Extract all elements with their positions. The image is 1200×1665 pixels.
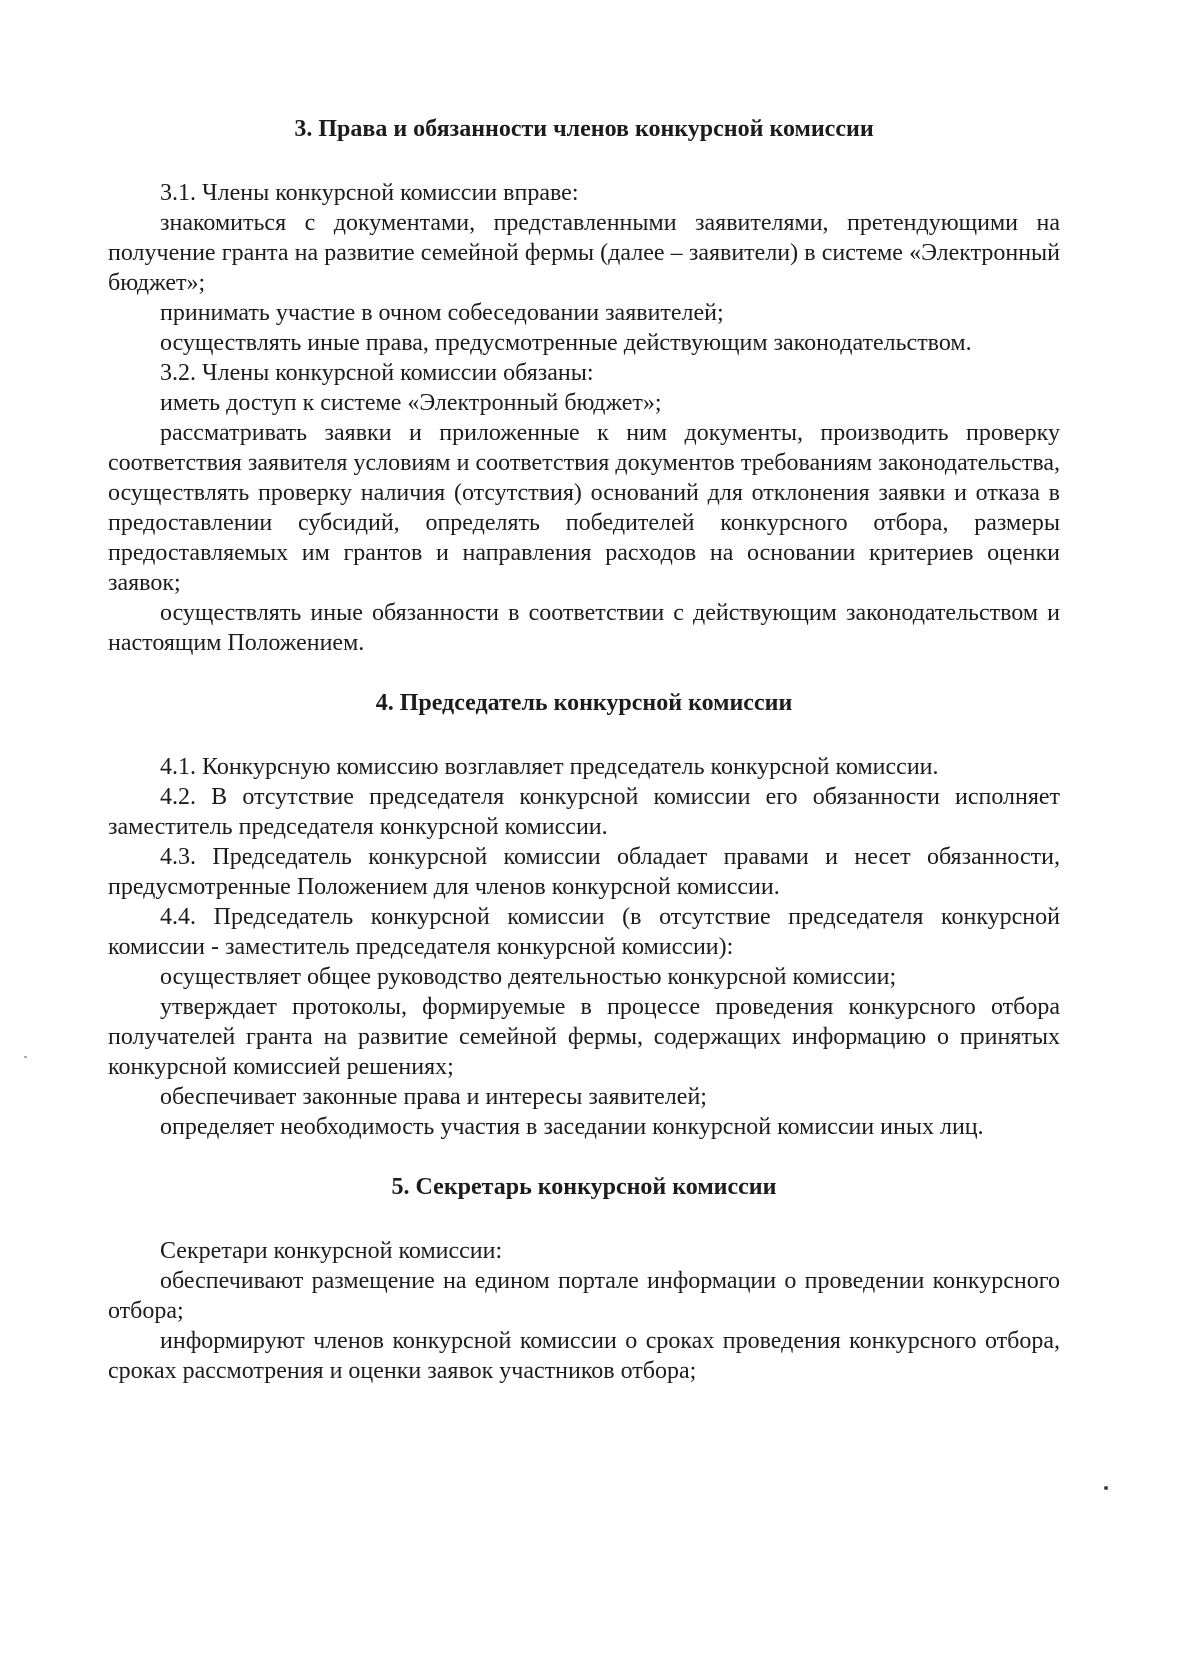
- section-4-paragraph: 4.1. Конкурсную комиссию возглавляет председатель конкурсной комиссии.: [160, 754, 939, 780]
- section-5-paragraph: информируют членов конкурсной комиссии о сроках проведения конкурсного отбора, сроках рассмотрения и оценки заявок участников отбора;: [108, 1328, 1060, 1384]
- section-5-paragraph: Секретари конкурсной комиссии:: [160, 1238, 503, 1264]
- section-5-paragraph: обеспечивают размещение на едином портале информации о проведении конкурсного отбора;: [108, 1268, 1060, 1324]
- section-4-heading: 4. Председатель конкурсной комиссии: [375, 690, 793, 716]
- section-4-paragraph: обеспечивает законные права и интересы заявителей;: [160, 1084, 707, 1110]
- section-3-paragraph: осуществлять иные права, предусмотренные действующим законодательством.: [160, 330, 972, 356]
- section-4-paragraph: осуществляет общее руководство деятельностью конкурсной комиссии;: [160, 964, 897, 990]
- section-4-paragraph: определяет необходимость участия в заседании конкурсной комиссии иных лиц.: [160, 1114, 984, 1140]
- scan-speck: [24, 1056, 27, 1058]
- scan-speck: [1104, 1486, 1108, 1490]
- section-3-paragraph: принимать участие в очном собеседовании заявителей;: [160, 300, 724, 326]
- section-3-heading: 3. Права и обязанности членов конкурсной комиссии: [294, 116, 874, 142]
- section-3-paragraph: иметь доступ к системе «Электронный бюджет»;: [160, 390, 662, 416]
- section-4-paragraph: 4.3. Председатель конкурсной комиссии обладает правами и несет обязанности, предусмотренные Положением для членов конкурсной комиссии.: [108, 844, 1060, 900]
- section-3-paragraph: 3.1. Члены конкурсной комиссии вправе:: [160, 180, 579, 206]
- section-3-paragraph: знакомиться с документами, представленными заявителями, претендующими на получение гранта на развитие семейной фермы (далее – заявители) в системе «Электронный бюджет»;: [108, 210, 1060, 296]
- section-5-heading: 5. Секретарь конкурсной комиссии: [391, 1174, 777, 1200]
- section-4-paragraph: утверждает протоколы, формируемые в процессе проведения конкурсного отбора получателей гранта на развитие семейной фермы, содержащих информацию о принятых конкурсной комиссией решениях;: [108, 994, 1060, 1080]
- section-3-paragraph: 3.2. Члены конкурсной комиссии обязаны:: [160, 360, 594, 386]
- section-3-paragraph: осуществлять иные обязанности в соответствии с действующим законодательством и настоящим Положением.: [108, 600, 1060, 656]
- section-3-paragraph: рассматривать заявки и приложенные к ним документы, производить проверку соответствия заявителя условиям и соответствия документов требованиям законодательства, осуществлять проверку наличия (отсутствия) оснований для отклонения заявки и отказа в предоставлении субсидий, определять победителей конкурсного отбора, размеры предоставляемых им грантов и направления расходов на основании критериев оценки заявок;: [108, 420, 1060, 596]
- section-4-paragraph: 4.4. Председатель конкурсной комиссии (в отсутствие председателя конкурсной комиссии - заместитель председателя конкурсной комиссии):: [108, 904, 1060, 960]
- section-4-paragraph: 4.2. В отсутствие председателя конкурсной комиссии его обязанности исполняет заместитель председателя конкурсной комиссии.: [108, 784, 1060, 840]
